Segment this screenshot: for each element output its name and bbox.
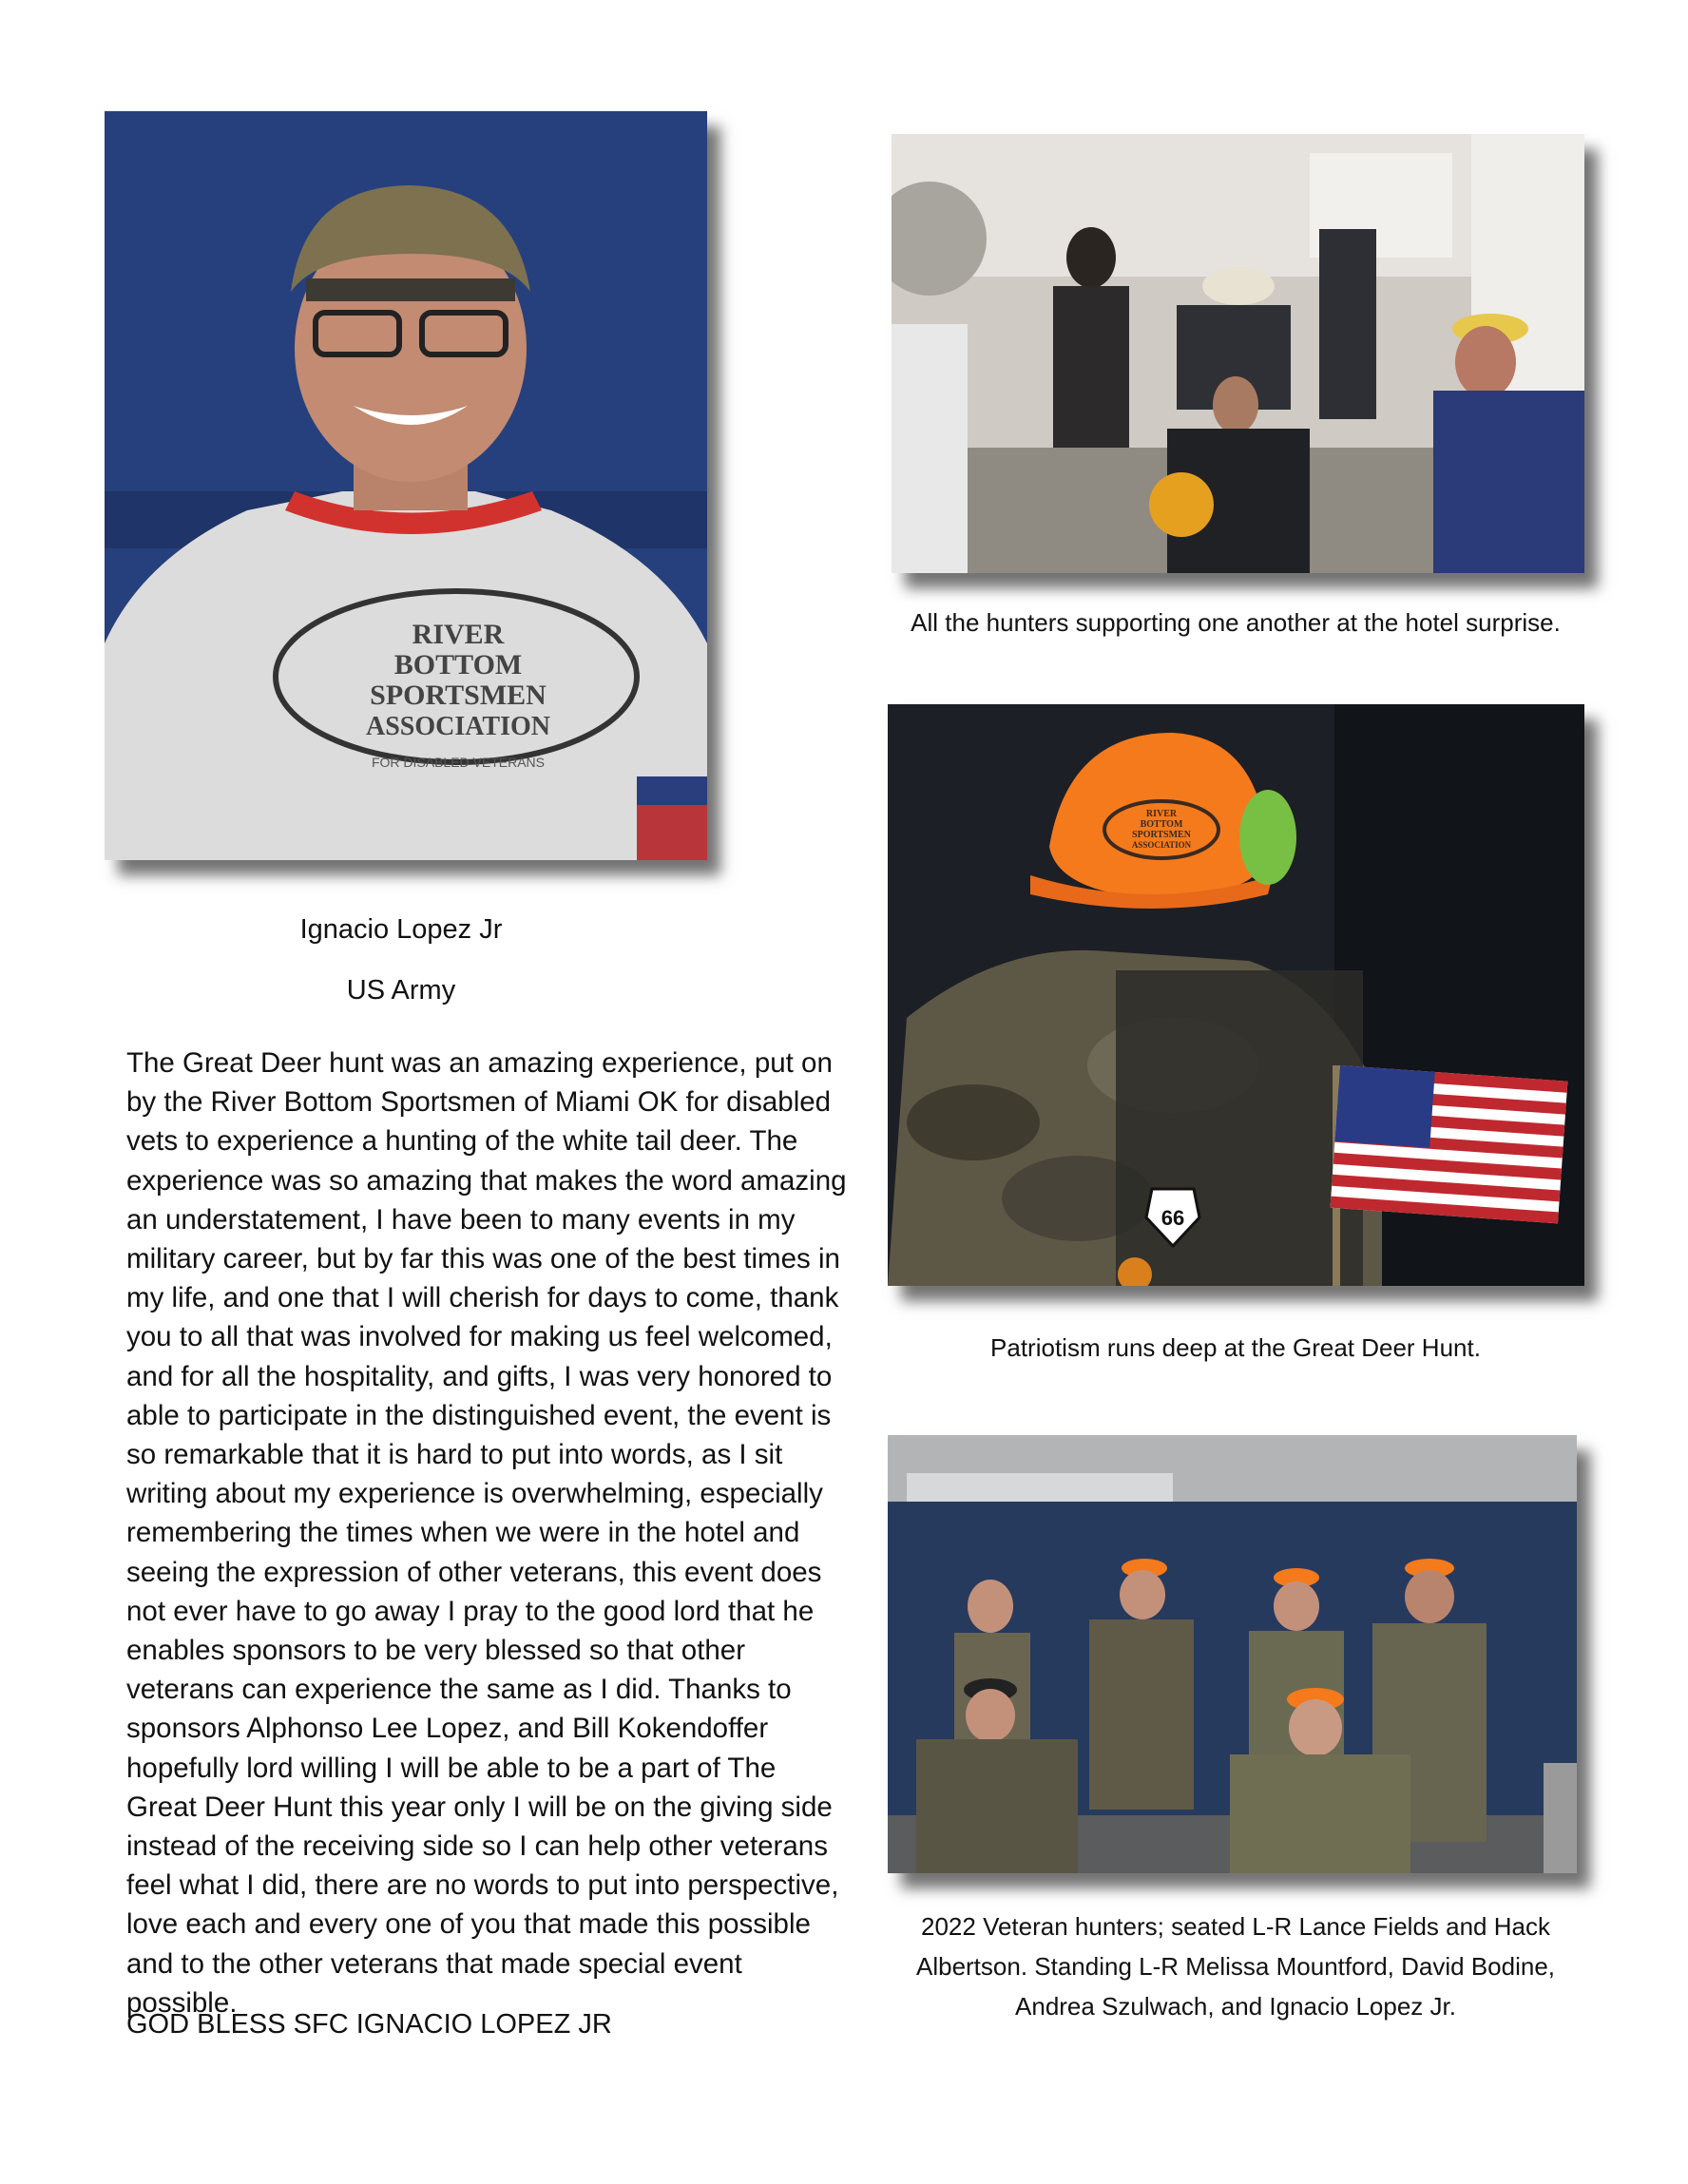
- shirt-logo-line-4: ASSOCIATION: [366, 712, 550, 741]
- caption-hotel: All the hunters supporting one another at the hotel surprise.: [911, 608, 1561, 637]
- hotel-photo: [892, 134, 1584, 573]
- subject-branch: US Army: [346, 975, 456, 1006]
- caption-patriotism: Patriotism runs deep at the Great Deer Hunt.: [990, 1333, 1481, 1362]
- subject-name: Ignacio Lopez Jr: [299, 914, 503, 945]
- story-text: The Great Deer hunt was an amazing experience, put on by the River Bottom Sportsmen of Miami OK for disabled vets to experience a hunting of the white tail deer. The experience was so amazing that makes the word amazing an understatement, I have been to many events in my military career, but by far this was one of the best times in my life, and one that I will cherish for days to come, thank you to all that was involved for making us feel welcomed, and for all the hospitality, and gifts, I was very honored to able to participate in the distinguished event, the event is so remarkable that it is hard to put into words, as I sit writing about my experience is overwhelming, especially remembering the times when we were in the hotel and seeing the expression of other veterans, this event does not ever have to go away I pray to the good lord that he enables sponsors to be very blessed so that other veterans can experience the same as I did. Thanks to sponsors Alphonso Lee Lopez, and Bill Kokendoffer hopefully lord willing I will be able to be a part of The Great Deer Hunt this year only I will be on the giving side instead of the receiving side so I can help other veterans feel what I did, there are no words to put into perspective, love each and every one of you that made this possible and to the other veterans that made special event possible.: [126, 1047, 847, 2019]
- patriotism-photo: [888, 704, 1584, 1286]
- hat-logo-line-1: RIVER: [1145, 809, 1178, 819]
- portrait-photo: [105, 111, 707, 860]
- shirt-logo-line-2: BOTTOM: [393, 649, 523, 680]
- caption-group: 2022 Veteran hunters; seated L-R Lance Fields and Hack Albertson. Standing L-R Melissa Mountford, David Bodine, Andrea Szulwach, and Ignacio Lopez Jr.: [915, 1912, 1555, 2021]
- closing-line: GOD BLESS SFC IGNACIO LOPEZ JR: [126, 2009, 612, 2040]
- shirt-logo-subtext: FOR DISABLED VETERANS: [371, 755, 546, 770]
- shirt-logo-line-1: RIVER: [412, 619, 505, 650]
- hat-logo-line-3: SPORTSMEN: [1132, 830, 1191, 840]
- hat-logo-line-4: ASSOCIATION: [1131, 840, 1192, 850]
- hat-logo-line-2: BOTTOM: [1140, 819, 1183, 830]
- route-badge-text: 66: [1160, 1206, 1185, 1230]
- group-photo: [888, 1435, 1577, 1873]
- shirt-logo-line-3: SPORTSMEN: [370, 680, 547, 711]
